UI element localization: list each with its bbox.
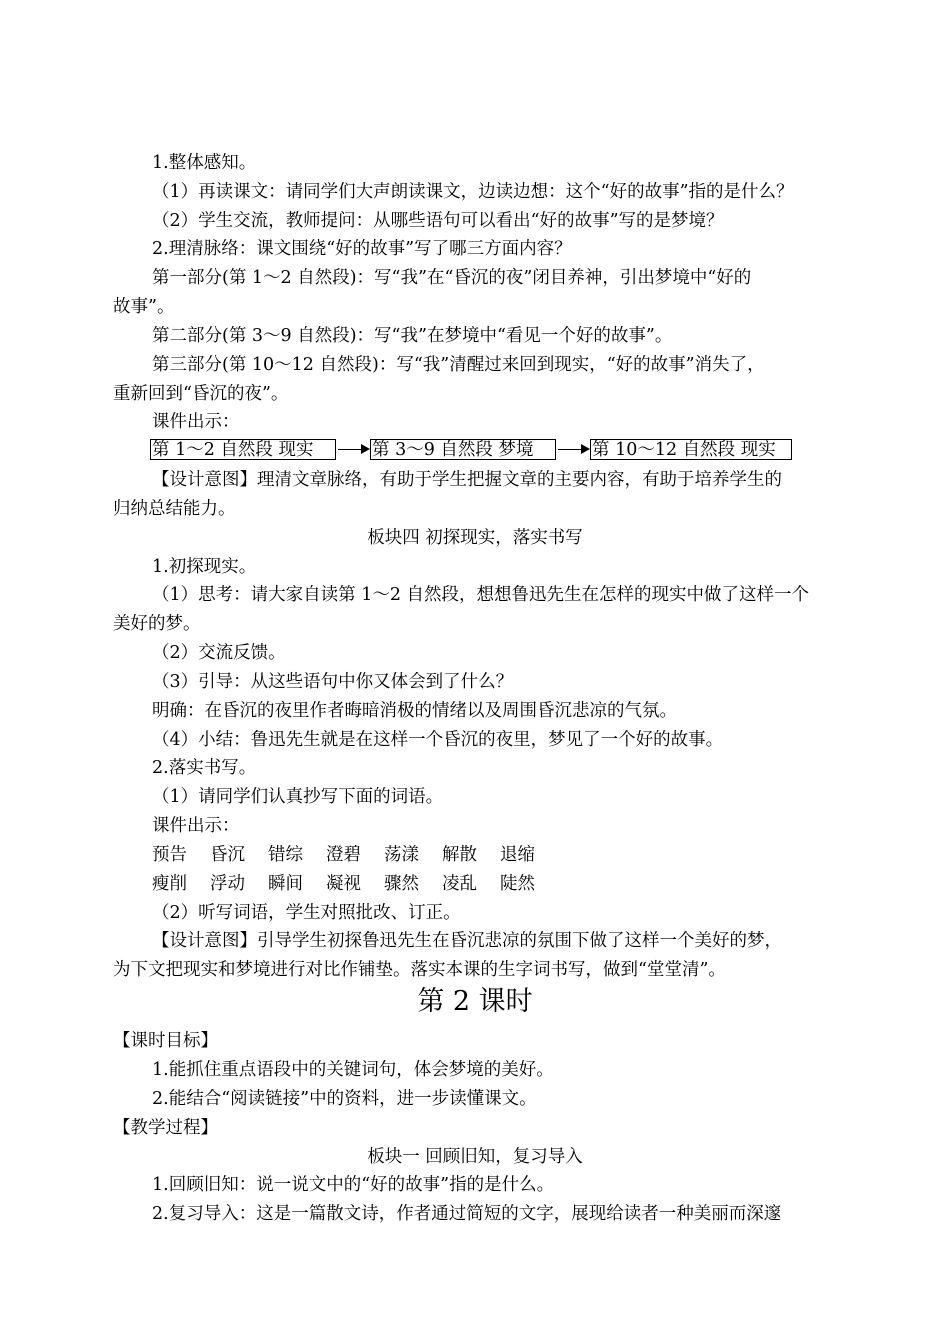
subheading: 【课时目标】 <box>113 1031 218 1051</box>
vocab-word: 陡然 <box>500 874 535 894</box>
paragraph: （2）听写词语，学生对照批改、订正。 <box>152 903 461 923</box>
design-intent: 【设计意图】理清文章脉络，有助于学生把握文章的主要内容，有助于培养学生的 <box>152 470 782 490</box>
lesson-heading: 第 2 课时 <box>417 986 533 1017</box>
subheading: 【教学过程】 <box>113 1118 218 1138</box>
paragraph: 课件出示： <box>152 816 240 836</box>
paragraph: （1）思考：请大家自读第 1～2 自然段，想想鲁迅先生在怎样的现实中做了这样一个 <box>152 585 810 605</box>
paragraph: 课件出示： <box>152 412 240 432</box>
flow-box-3: 第 10～12 自然段 现实 <box>590 439 792 460</box>
vocab-word: 瞬间 <box>268 874 303 894</box>
paragraph: 1.能抓住重点语段中的关键词句，体会梦境的美好。 <box>152 1060 554 1080</box>
paragraph: （3）引导：从这些语句中你又体会到了什么？ <box>152 672 514 692</box>
paragraph: 1.回顾旧知：说一说文中的“好的故事”指的是什么。 <box>152 1175 555 1195</box>
paragraph: 1.初探现实。 <box>152 557 257 577</box>
vocab-word: 预告 <box>152 845 187 865</box>
paragraph: 第二部分(第 3～9 自然段)：写“我”在梦境中“看见一个好的故事”。 <box>152 326 673 346</box>
paragraph: 2.能结合“阅读链接”中的资料，进一步读懂课文。 <box>152 1089 537 1109</box>
paragraph: 1.整体感知。 <box>152 153 257 173</box>
word-list-row-2 <box>152 873 558 895</box>
vocab-word: 凌乱 <box>442 874 477 894</box>
arrow-right-icon <box>338 449 368 450</box>
paragraph: 2.理清脉络：课文围绕“好的故事”写了哪三方面内容？ <box>152 239 572 259</box>
vocab-word: 错综 <box>268 845 303 865</box>
flow-box-2: 第 3～9 自然段 梦境 <box>370 439 556 460</box>
paragraph: （2）学生交流，教师提问：从哪些语句可以看出“好的故事”写的是梦境？ <box>152 211 724 231</box>
paragraph: （1）请同学们认真抄写下面的词语。 <box>152 787 444 807</box>
paragraph: 第一部分(第 1～2 自然段)：写“我”在“昏沉的夜”闭目养神，引出梦境中“好的 <box>152 268 752 288</box>
design-intent: 【设计意图】引导学生初探鲁迅先生在昏沉悲凉的氛围下做了这样一个美好的梦， <box>152 931 782 951</box>
vocab-word: 骤然 <box>384 874 419 894</box>
section-title: 板块一 回顾旧知，复习导入 <box>367 1147 583 1167</box>
paragraph: 重新回到“昏沉的夜”。 <box>113 384 289 404</box>
paragraph: 故事”。 <box>113 297 175 317</box>
vocab-word: 凝视 <box>326 874 361 894</box>
paragraph: （4）小结：鲁迅先生就是在这样一个昏沉的夜里，梦见了一个好的故事。 <box>152 730 724 750</box>
paragraph: 2.复习导入：这是一篇散文诗，作者通过简短的文字，展现给读者一种美丽而深邃 <box>152 1204 782 1224</box>
arrow-right-icon <box>558 449 588 450</box>
design-intent: 归纳总结能力。 <box>113 499 236 519</box>
paragraph: 第三部分(第 10～12 自然段)：写“我”清醒过来回到现实，“好的故事”消失了， <box>152 355 765 375</box>
flow-box-1: 第 1～2 自然段 现实 <box>150 439 336 460</box>
section-title: 板块四 初探现实，落实书写 <box>367 528 583 548</box>
word-list-row-1 <box>152 844 558 866</box>
vocab-word: 浮动 <box>210 874 245 894</box>
design-intent: 为下文把现实和梦境进行对比作铺垫。落实本课的生字词书写，做到“堂堂清”。 <box>113 960 726 980</box>
paragraph: （1）再读课文：请同学们大声朗读课文，边读边想：这个“好的故事”指的是什么？ <box>152 182 794 202</box>
vocab-word: 荡漾 <box>384 845 419 865</box>
vocab-word: 澄碧 <box>326 845 361 865</box>
paragraph: 2.落实书写。 <box>152 758 257 778</box>
vocab-word: 昏沉 <box>210 845 245 865</box>
paragraph: 明确：在昏沉的夜里作者晦暗消极的情绪以及周围昏沉悲凉的气氛。 <box>152 701 677 721</box>
vocab-word: 退缩 <box>500 845 535 865</box>
paragraph: 美好的梦。 <box>113 614 201 634</box>
paragraph: （2）交流反馈。 <box>152 643 286 663</box>
vocab-word: 解散 <box>442 845 477 865</box>
vocab-word: 瘦削 <box>152 874 187 894</box>
